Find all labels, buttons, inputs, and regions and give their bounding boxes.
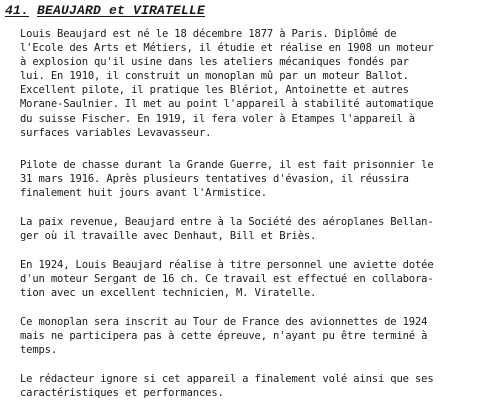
text-line: du suisse Fischer. En 1919, il fera voler à Etampes l'appareil à [20,112,415,125]
text-line: ger où il travaille avec Denhaut, Bill et Briès. [20,229,317,242]
paragraph-biography [20,27,498,140]
text-line: Le rédacteur ignore si cet appareil a finalement volé ainsi que ses [20,372,434,385]
text-line: Morane-Saulnier. Il met au point l'appareil à stabilité automatique [20,98,434,111]
section-heading [5,3,205,18]
text-line: lui. En 1910, il construit un monoplan mû par un moteur Ballot. [20,70,409,83]
paragraph-spacer [20,140,498,158]
paragraph-spacer [20,357,498,372]
paragraph-spacer [20,200,498,215]
paragraph-war [20,158,498,200]
paragraph-bellanger [20,215,498,243]
text-line: Ce monoplan sera inscrit au Tour de France des avionnettes de 1924 [20,315,428,328]
paragraph-tour-de-france [20,315,498,357]
text-line: Louis Beaujard est né le 18 décembre 1877 à Paris. Diplômé de [20,28,397,40]
text-line: finalement huit jours avant l'Armistice. [20,186,267,199]
text-line: mais ne participera pas à cette épreuve, n'ayant pu être terminé à [20,329,428,342]
text-line: tion avec un excellent technicien, M. Viratelle. [20,286,317,299]
section-title: BEAUJARD et VIRATELLE [37,3,206,18]
paragraph-conclusion [20,372,498,400]
text-line: En 1924, Louis Beaujard réalise à titre personnel une aviette dotée [20,258,434,271]
text-line: d'un moteur Sergant de 16 ch. Ce travail est effectué en collabora- [20,272,434,285]
text-line: 31 mars 1916. Après plusieurs tentatives d'évasion, il réussira [20,172,409,185]
text-line: Pilote de chasse durant la Grande Guerre, il est fait prisonnier le [20,158,434,171]
paragraph-aviette [20,258,498,300]
text-line: caractéristiques et performances. [20,386,224,399]
text-line: l'Ecole des Arts et Métiers, il étudie et réalise en 1908 un moteur [20,42,434,55]
text-line: à explosion qu'il usine dans les ateliers mécaniques fondés par [20,56,409,69]
text-line: La paix revenue, Beaujard entre à la Société des aéroplanes Bellan- [20,215,434,228]
paragraph-spacer [20,243,498,258]
paragraph-spacer [20,300,498,315]
section-number: 41. [5,3,30,18]
text-line: temps. [20,343,58,356]
text-line: surfaces variables Levavasseur. [20,126,212,139]
document-body [20,27,498,400]
text-line: Excellent pilote, il pratique les Blériot, Antoinette et autres [20,84,409,97]
